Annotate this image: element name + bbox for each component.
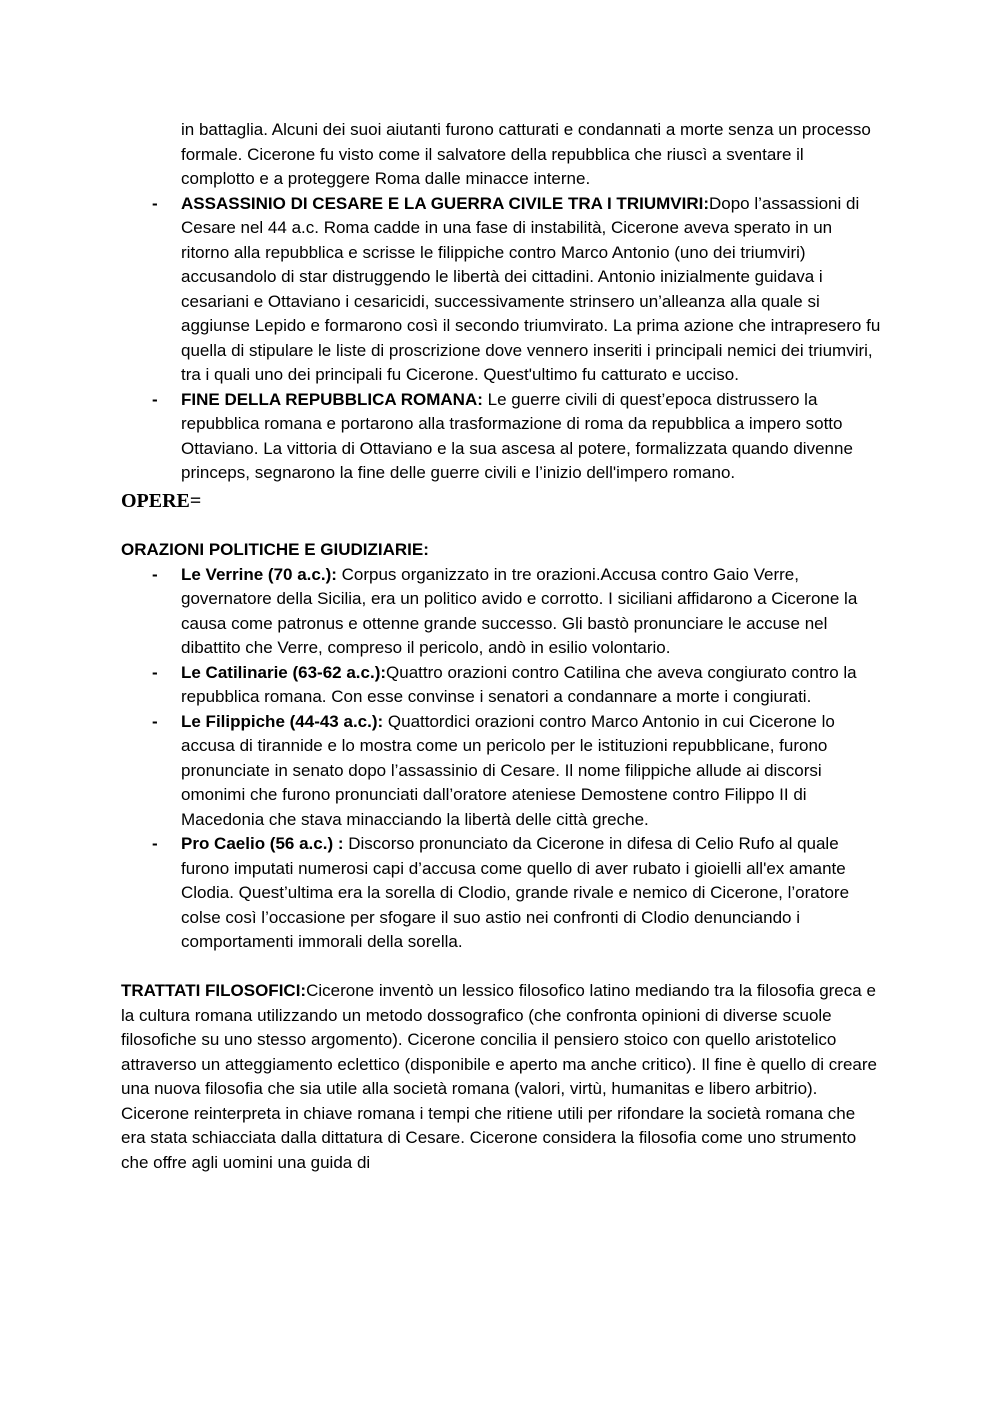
trattati-heading: TRATTATI FILOSOFICI: <box>121 981 307 1000</box>
orazioni-list <box>121 563 881 955</box>
blank-line <box>121 955 881 980</box>
list-bullet: - <box>152 834 158 853</box>
list-bullet: - <box>152 662 158 682</box>
item-heading: Le Verrine (70 a.c.): <box>181 564 337 584</box>
list-bullet: - <box>152 564 158 584</box>
list-item <box>121 563 881 661</box>
item-text: Corpus organizzato in tre orazioni.Accusa contro Gaio Verre, governatore della Sicilia, era un politico avido e corrotto. I siciliani affidarono a Cicerone la causa come patronus e ottenne grande successo. Gli bastò pronunciare le accuse nel dibattito che Verre, compreso il pericolo, andò in esilio volontario. <box>181 564 858 657</box>
blank-line <box>121 514 881 539</box>
item-heading: Pro Caelio (56 a.c.) : <box>181 834 344 853</box>
page-content <box>121 118 881 1175</box>
list-item <box>121 192 881 388</box>
list-bullet: - <box>152 711 158 731</box>
list-bullet: - <box>152 389 158 409</box>
item-text: Quattro orazioni contro Catilina che aveva congiurato contro la repubblica romana. Con esse convinse i senatori a condannare a morte i congiurati. <box>181 662 857 706</box>
item-heading: Le Filippiche (44-43 a.c.): <box>181 711 384 731</box>
continuation-paragraph: in battaglia. Alcuni dei suoi aiutanti furono catturati e condannati a morte senza un processo formale. Cicerone fu visto come il salvatore della repubblica che riuscì a sventare il complotto e a proteggere Roma dalle minacce interne. <box>181 120 871 188</box>
item-heading: FINE DELLA REPUBBLICA ROMANA: <box>181 389 483 409</box>
list-item <box>121 832 881 955</box>
history-list <box>121 192 881 486</box>
orazioni-heading: ORAZIONI POLITICHE E GIUDIZIARIE: <box>121 540 429 559</box>
item-text: Discorso pronunciato da Cicerone in difesa di Celio Rufo al quale furono imputati numerosi capi d’accusa come quello di aver rubato i gioielli all'ex amante Clodia. Quest’ultima era la sorella di Clodio, grande rivale e nemico di Cicerone, l’oratore colse così l’occasione per sfogare il suo astio nei confronti di Clodio denunciando i comportamenti immorali della sorella. <box>181 834 850 951</box>
list-item <box>121 661 881 710</box>
item-text: Le guerre civili di quest’epoca distrussero la repubblica romana e portarono alla trasformazione di roma da repubblica a impero sotto Ottaviano. La vittoria di Ottaviano e la sua ascesa al potere, formalizzata quando divenne princeps, segnarono la fine delle guerre civili e l’inizio dell'impero romano. <box>181 389 853 482</box>
trattati-paragraph <box>121 979 881 1175</box>
item-heading: Le Catilinarie (63-62 a.c.): <box>181 662 387 682</box>
list-bullet: - <box>152 193 158 213</box>
item-heading: ASSASSINIO DI CESARE E LA GUERRA CIVILE TRA I TRIUMVIRI: <box>181 193 709 213</box>
list-item <box>121 388 881 486</box>
opere-heading: OPERE= <box>121 489 202 512</box>
trattati-text: Cicerone inventò un lessico filosofico latino mediando tra la filosofia greca e la cultura romana utilizzando un metodo dossografico (che confronta opinioni di diverse scuole filosofiche su uno stesso argomento). Cicerone concilia il pensiero stoico con quello aristotelico attraverso un atteggiamento eclettico (disponibile e aperto ma anche critico). Il fine è quello di creare una nuova filosofia che sia utile alla società romana (valori, virtù, humanitas e libero arbitrio). Cicerone reinterpreta in chiave romana i tempi che ritiene utili per rifondare la società romana che era stata schiacciata dalla dittatura di Cesare. Cicerone considera la filosofia come uno strumento che offre agli uomini una guida di <box>121 981 877 1172</box>
item-text: Quattordici orazioni contro Marco Antonio in cui Cicerone lo accusa di tirannide e lo mostra come un pericolo per le istituzioni repubblicane, furono pronunciate in senato dopo l’assassinio di Cesare. Il nome filippiche allude ai discorsi omonimi che furono pronunciati dall’oratore ateniese Demostene contro Filippo II di Macedonia che stava minacciando la libertà delle città greche. <box>181 711 835 829</box>
item-text: Dopo l’assassioni di Cesare nel 44 a.c. Roma cadde in una fase di instabilità, Cicerone aveva sperato in un ritorno alla repubblica e scrisse le filippiche contro Marco Antonio (uno dei triumviri) accusandolo di star distruggendo le libertà dei cittadini. Antonio inizialmente guidava i cesariani e Ottaviano i cesaricidi, successivamente strinsero un’alleanza alla quale si aggiunse Lepido e formarono così il secondo triumvirato. La prima azione che intrapresero fu quella di stipulare le liste di proscrizione dove vennero inseriti i principali nemici dei triumviri, tra i quali uno dei principali fu Cicerone. Quest'ultimo fu catturato e ucciso. <box>181 193 881 384</box>
list-item <box>121 710 881 833</box>
